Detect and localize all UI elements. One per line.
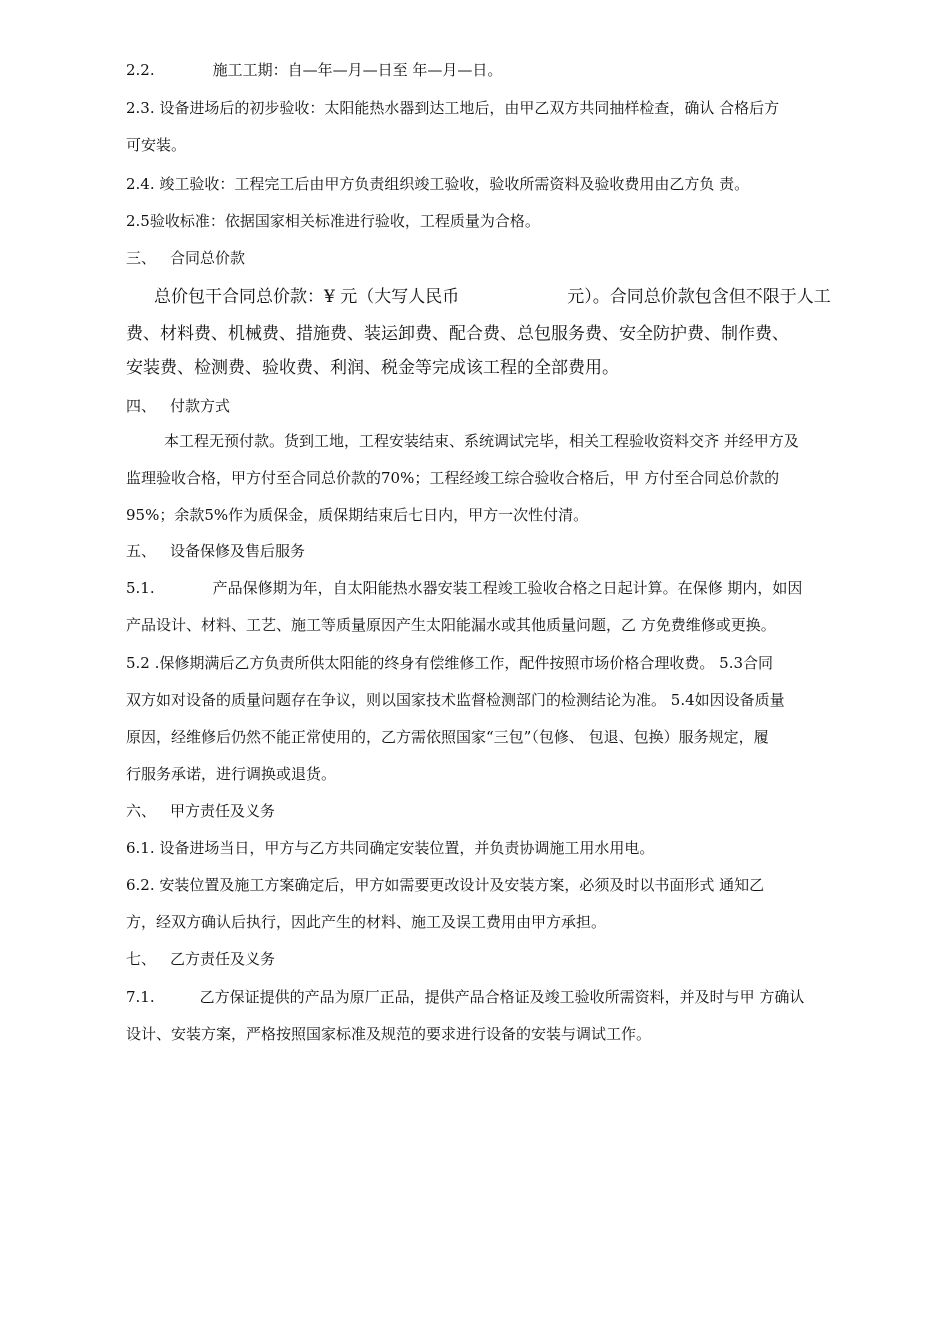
section-3-line-1: 总价包干合同总价款：¥ 元（大写人民币 元）。合同总价款包含但不限于人工	[154, 287, 831, 307]
clause-2-3-line-2: 可安装。	[126, 136, 187, 154]
clause-6-1: 6.1. 设备进场当日，甲方与乙方共同确定安装位置，并负责协调施工用水用电。	[126, 839, 655, 857]
clause-5-1-line-1: 5.1. 产品保修期为年，自太阳能热水器安装工程竣工验收合格之日起计算。在保修 期内，如因	[126, 579, 803, 597]
section-3-line-2: 费、材料费、机械费、措施费、装运卸费、配合费、总包服务费、安全防护费、制作费、	[126, 324, 789, 344]
section-3-heading: 三、 合同总价款	[126, 249, 246, 267]
clause-2-2: 2.2. 施工工期：自—年—月—日至 年—月—日。	[126, 61, 503, 79]
clause-5-2-line-1: 5.2 .保修期满后乙方负责所供太阳能的终身有偿维修工作，配件按照市场价格合理收费。 5.3合同	[126, 654, 774, 672]
clause-5-1-line-2: 产品设计、材料、工艺、施工等质量原因产生太阳能漏水或其他质量问题，乙 方免费维修或更换。	[126, 616, 776, 634]
clause-5-2-line-2: 双方如对设备的质量问题存在争议，则以国家技术监督检测部门的检测结论为准。 5.4如因设备质量	[126, 691, 785, 709]
clause-2-3-line-1: 2.3. 设备进场后的初步验收：太阳能热水器到达工地后，由甲乙双方共同抽样检查，确认 合格后方	[126, 99, 780, 117]
section-6-heading: 六、 甲方责任及义务	[126, 802, 276, 820]
section-4-line-1: 本工程无预付款。货到工地，工程安装结束、系统调试完毕，相关工程验收资料交齐 并经甲方及	[164, 432, 799, 450]
section-4-line-3: 95%；余款5%作为质保金，质保期结束后七日内，甲方一次性付清。	[126, 506, 589, 524]
section-4-line-2: 监理验收合格，甲方付至合同总价款的70%；工程经竣工综合验收合格后，甲 方付至合同总价款的	[126, 469, 780, 487]
clause-6-2-line-1: 6.2. 安装位置及施工方案确定后，甲方如需要更改设计及安装方案，必须及时以书面形式 通知乙	[126, 876, 765, 894]
clause-7-1-line-1: 7.1. 乙方保证提供的产品为原厂正品，提供产品合格证及竣工验收所需资料，并及时与甲 方确认	[126, 988, 805, 1006]
clause-5-2-line-3: 原因，经维修后仍然不能正常使用的，乙方需依照国家“三包”（包修、 包退、包换）服务规定，履	[126, 728, 769, 746]
clause-7-1-line-2: 设计、安装方案，严格按照国家标准及规范的要求进行设备的安装与调试工作。	[126, 1025, 652, 1043]
section-5-heading: 五、 设备保修及售后服务	[126, 542, 306, 560]
clause-6-2-line-2: 方，经双方确认后执行，因此产生的材料、施工及误工费用由甲方承担。	[126, 913, 607, 931]
clause-2-4: 2.4. 竣工验收：工程完工后由甲方负责组织竣工验收，验收所需资料及验收费用由乙方负 责。	[126, 175, 750, 193]
clause-2-5: 2.5验收标准：依据国家相关标准进行验收，工程质量为合格。	[126, 212, 540, 230]
section-4-heading: 四、 付款方式	[126, 397, 231, 415]
section-7-heading: 七、 乙方责任及义务	[126, 950, 276, 968]
section-3-line-3: 安装费、检测费、验收费、利润、税金等完成该工程的全部费用。	[126, 358, 619, 378]
clause-5-2-line-4: 行服务承诺，进行调换或退货。	[126, 765, 337, 783]
